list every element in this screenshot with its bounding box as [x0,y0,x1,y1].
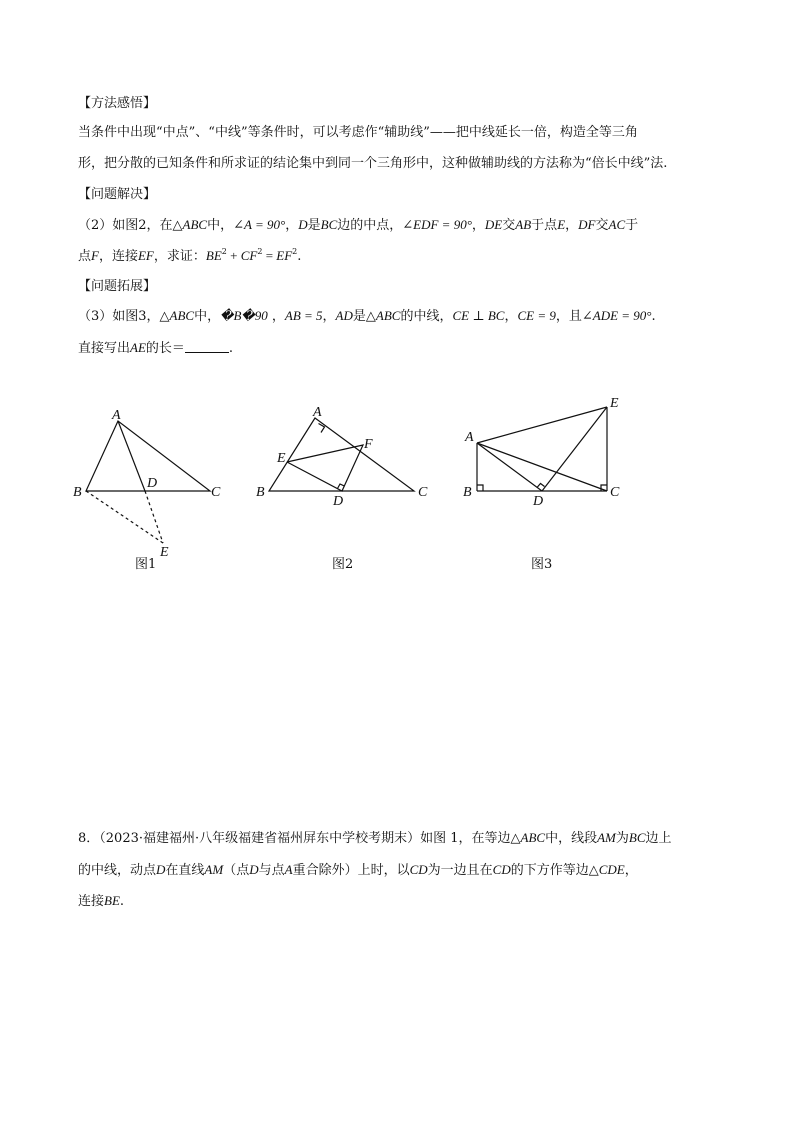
problem8-line2: 的中线，动点D在直线AM（点D与点A重合除外）上时，以CD为一边且在CD的下方作等边△CDE， [78,862,638,878]
fig2-caption: 图2 [332,557,354,572]
fig2-label-b: B [256,485,265,500]
fig1-segment-be [86,491,163,543]
figure-3 [477,407,607,491]
fig1-extension-de [145,491,163,543]
proof-equation: $BE^2 + CF^2 = EF^2$ [205,247,298,263]
solve-heading: 【问题解决】 [78,187,157,202]
solve-line1: （2）如图2，在△ABC中，∠A = 90°，D是BC边的中点，∠EDF = 90°，DE交AB于点E，DF交AC于 [78,217,639,233]
extend-heading: 【问题拓展】 [78,279,157,294]
fig2-label-c: C [418,485,428,500]
fig3-label-b: B [463,485,472,500]
fig3-right-angle-b [477,485,483,491]
method-heading: 【方法感悟】 [78,96,157,111]
fig1-label-e: E [160,545,169,560]
fig1-label-a: A [112,408,121,423]
problem8-line3: 连接BE. [78,893,125,909]
fig1-caption: 图1 [135,557,157,572]
fig3-right-angle-d [537,484,545,488]
fig2-triangle-edf [287,445,363,491]
figure-2 [269,418,414,491]
fig1-label-d: D [147,476,158,491]
fig2-label-f: F [364,437,373,452]
extend-line2: 直接写出AE的长＝ . [78,340,234,356]
fig1-label-c: C [211,485,221,500]
fig3-label-c: C [610,485,620,500]
fig3-label-a: A [465,430,474,445]
solve-line2: 点F，连接EF，求证：$BE^2 + CF^2 = EF^2$. [78,247,302,264]
fig3-label-e: E [610,396,619,411]
fig3-segment-ac [477,443,607,491]
problem8-line1: 8．（2023·福建福州·八年级福建省福州屏东中学校考期末）如图 1，在等边△ABC中，线段AM为BC边上 [78,830,672,846]
extend-line1: （3）如图3，△ABC中，�B�90 ，AB = 5，AD是△ABC的中线，CE ⊥ BC，CE = 9，且∠ADE = 90°. [78,308,656,324]
fig2-label-e: E [277,451,286,466]
method-paragraph-line1: 当条件中出现“中点”、“中线”等条件时，可以考虑作“辅助线”——把中线延长一倍，构造全等三角 [78,125,638,140]
fig3-median-ad [477,443,542,491]
fig3-caption: 图3 [531,557,553,572]
fig1-label-b: B [73,485,82,500]
fig2-label-a: A [313,405,322,420]
method-paragraph-line2: 形，把分散的已知条件和所求证的结论集中到同一个三角形中，这种做辅助线的方法称为“倍长中线”法. [78,156,668,171]
fig2-triangle-abc [269,418,414,491]
fig3-segment-ae [477,407,607,443]
fig3-label-d: D [533,494,544,509]
fig2-label-d: D [333,494,344,509]
